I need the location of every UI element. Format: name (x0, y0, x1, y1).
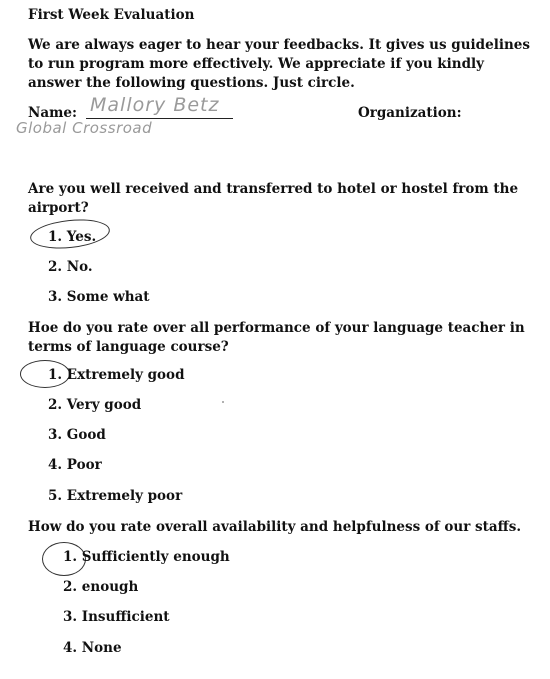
question-1-option-3: 3. Some what (48, 289, 150, 305)
question-2-option-2: 2. Very good (48, 397, 142, 413)
question-3-option-3: 3. Insufficient (63, 609, 170, 625)
question-2-option-1: 1. Extremely good (48, 367, 185, 383)
question-3-option-4: 4. None (63, 640, 122, 656)
question-2-option-3: 3. Good (48, 427, 106, 443)
handwritten-organization: Global Crossroad (16, 119, 153, 137)
question-3-option-2: 2. enough (63, 579, 139, 595)
question-1-text: Are you well received and transferred to hotel or hostel from the airport? (28, 181, 519, 216)
intro-paragraph: We are always eager to hear your feedbacks. It gives us guidelines to run program more effectively. We appreciate if you kindly answer the following questions. Just circle. (28, 37, 530, 91)
scan-speck (222, 401, 224, 403)
question-3-option-1: 1. Sufficiently enough (63, 549, 230, 565)
form-title: First Week Evaluation (28, 7, 195, 23)
question-2-option-5: 5. Extremely poor (48, 488, 183, 504)
name-label: Name: (28, 105, 77, 121)
question-3-text: How do you rate overall availability and helpfulness of our staffs. (28, 519, 522, 535)
organization-label: Organization: (358, 105, 462, 121)
question-1-option-2: 2. No. (48, 259, 93, 275)
handwritten-name: Mallory Betz (90, 94, 220, 116)
question-2-text: Hoe do you rate over all performance of your language teacher in terms of language course? (28, 320, 525, 355)
question-1-option-1: 1. Yes. (48, 229, 97, 245)
question-2-option-4: 4. Poor (48, 457, 102, 473)
